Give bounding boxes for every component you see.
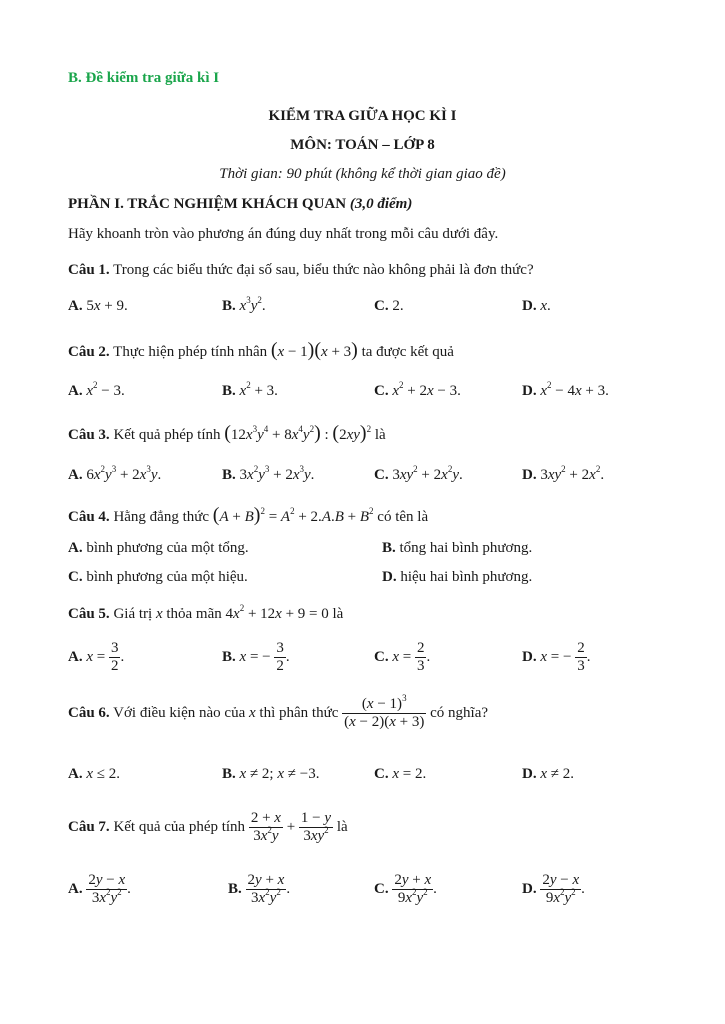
question-1 (68, 262, 534, 279)
q1-option-c[interactable]: C. 2. (374, 298, 404, 314)
q7-option-d[interactable]: D. $\frac{2y - x}{9x^2y^2}$ . (522, 872, 585, 907)
question-3 (68, 422, 386, 445)
part1-instruction: Hãy khoanh tròn vào phương án đúng duy nhất trong mỗi câu dưới đây. (68, 226, 499, 242)
q5-expression: $4x^2 + 12x + 9 = 0$ (225, 603, 329, 622)
q4-expression: $(A + B)^2 = A^2 + 2.A.B + B^2$ (212, 504, 374, 526)
q4-option-c[interactable]: C. bình phương của một hiệu. (68, 569, 248, 585)
time-note: Thời gian: 90 phút (không kể thời gian giao đề) (219, 166, 506, 182)
q7-option-a[interactable]: A. $\frac{2y - x}{3x^2y^2}$ . (68, 872, 131, 907)
q5-option-b[interactable]: B. x = − $\frac{3}{2}$ . (222, 640, 290, 675)
question-text: Thực hiện phép tính nhân (113, 344, 268, 360)
section-title: B. Đề kiểm tra giữa kì I (68, 70, 220, 86)
question-text: Trong các biểu thức đại số sau, biểu thức nào không phải là đơn thức? (113, 262, 534, 278)
question-label: Câu 1. (68, 262, 110, 278)
question-label: Câu 3. (68, 427, 110, 443)
question-text: Với điều kiện nào của (113, 705, 246, 722)
q3-option-b[interactable]: B. $3x^2y^3 + 2x^3y$. (222, 464, 315, 483)
q3-option-d[interactable]: D. $3xy^2 + 2x^2$. (522, 464, 605, 483)
question-text: Giá trị (113, 606, 153, 622)
question-label: Câu 7. (68, 819, 110, 836)
question-text: Hằng đẳng thức (113, 509, 210, 525)
q2-expression: (x − 1)(x + 3) (270, 339, 358, 361)
question-text-after: có nghĩa? (430, 705, 489, 722)
question-6: Câu 6. Với điều kiện nào của x thì phân thức $\frac{(x - 1)^3}{(x - 2)(x + 3)}$ có nghĩa? (68, 693, 489, 731)
question-label: Câu 4. (68, 509, 110, 525)
q7-fraction-1: $\frac{2 + x}{3x^2y}$ (250, 810, 281, 845)
question-text-after: là (332, 606, 344, 622)
question-4 (68, 504, 428, 527)
question-label: Câu 5. (68, 606, 110, 622)
part1-heading (68, 196, 412, 213)
q1-option-b[interactable]: B. $x^3y^2$. (222, 295, 266, 314)
q5-option-c[interactable]: C. x = $\frac{2}{3}$ . (374, 640, 431, 675)
q4-option-b[interactable]: B. tổng hai bình phương. (382, 540, 533, 556)
q5-option-d[interactable]: D. x = − $\frac{2}{3}$ . (522, 640, 591, 675)
exam-subject: MÔN: TOÁN – LỚP 8 (290, 137, 435, 153)
q3-option-a[interactable]: A. $6x^2y^3 + 2x^3y$. (68, 464, 162, 483)
q1-option-a[interactable]: A. 5x + 9. (68, 298, 128, 314)
q4-option-d[interactable]: D. hiệu hai bình phương. (382, 569, 533, 585)
q3-option-c[interactable]: C. $3xy^2 + 2x^2y$. (374, 464, 463, 483)
question-text-mid: thỏa mãn (166, 606, 222, 622)
q6-option-a[interactable]: A. x ≤ 2. (68, 766, 120, 782)
question-text: Kết quả phép tính (113, 427, 221, 443)
exam-title: KIỂM TRA GIỮA HỌC KÌ I (268, 108, 457, 124)
question-2 (68, 339, 454, 362)
q2-option-d[interactable]: D. $x^2 - 4x + 3$. (522, 380, 609, 399)
question-7: Câu 7. Kết quả của phép tính $\frac{2 + x}{3x^2y}$ + $\frac{1 - y}{3xy^2}$ là (68, 810, 348, 845)
q6-option-d[interactable]: D. x ≠ 2. (522, 766, 574, 782)
q2-option-b[interactable]: B. $x^2 + 3$. (222, 380, 278, 399)
q4-option-a[interactable]: A. bình phương của một tổng. (68, 540, 249, 556)
q6-option-b[interactable]: B. x ≠ 2; x ≠ −3. (222, 766, 320, 782)
question-text-after: là (374, 427, 386, 443)
question-5: Câu 5. Giá trị x thỏa mãn $4x^2 + 12x + 9 = 0$ là (68, 603, 344, 622)
question-label: Câu 6. (68, 705, 110, 722)
part1-title: PHẦN I. TRẮC NGHIỆM KHÁCH QUAN (68, 196, 347, 212)
q2-option-a[interactable]: A. $x^2 - 3$. (68, 380, 125, 399)
q7-option-c[interactable]: C. $\frac{2y + x}{9x^2y^2}$ . (374, 872, 437, 907)
question-text: Kết quả của phép tính (113, 819, 246, 836)
q7-option-b[interactable]: B. $\frac{2y + x}{3x^2y^2}$ . (228, 872, 291, 907)
q2-option-c[interactable]: C. $x^2 + 2x - 3$. (374, 380, 461, 399)
q6-fraction: $\frac{(x - 1)^3}{(x - 2)(x + 3)}$ (344, 693, 425, 731)
question-label: Câu 2. (68, 344, 110, 360)
q6-option-c[interactable]: C. x = 2. (374, 766, 427, 782)
q5-option-a[interactable]: A. x = $\frac{3}{2}$ . (68, 640, 125, 675)
question-text-after: có tên là (377, 509, 429, 525)
part1-points: (3,0 điểm) (349, 196, 413, 212)
question-text-mid: thì phân thức (259, 705, 339, 722)
question-text-after: là (336, 819, 348, 836)
question-text-after: ta được kết quả (361, 344, 454, 360)
q7-fraction-2: $\frac{1 - y}{3xy^2}$ (300, 810, 332, 845)
q3-expression: $(12x^3y^4 + 8x^4y^2)$ : $(2xy)^2$ (224, 422, 372, 444)
q1-option-d[interactable]: D. x. (522, 298, 551, 314)
